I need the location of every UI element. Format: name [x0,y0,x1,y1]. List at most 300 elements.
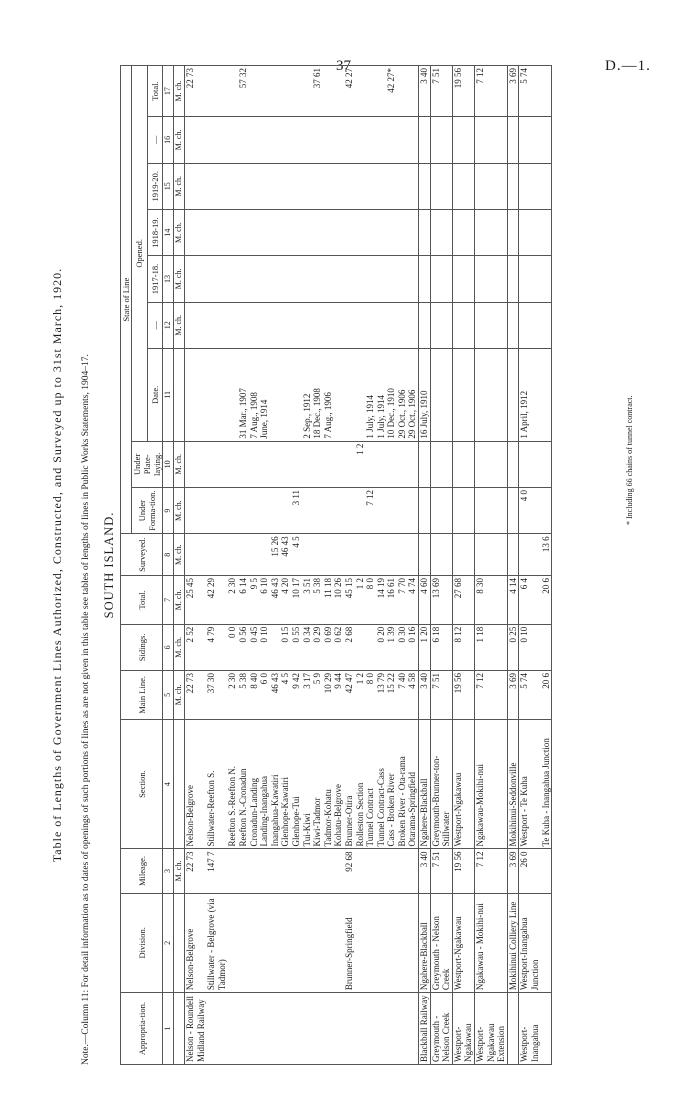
table-cell [344,488,355,534]
table-cell [323,66,334,117]
table-cell: 13 79 [376,671,387,720]
table-cell [249,534,260,576]
table-cell [302,441,313,487]
table-cell: 42 29 [206,576,227,625]
table-cell [376,441,387,487]
table-cell [507,117,519,163]
table-cell [452,163,474,209]
table-cell: 7 40 [397,671,408,720]
table-cell [507,163,519,209]
table-cell: 4 0 [519,488,541,534]
table-cell [430,302,452,348]
table-cell [419,256,431,302]
unit-row [174,66,185,1065]
table-cell: 5 74 [519,66,541,117]
table-cell [291,849,302,893]
table-cell [507,209,519,255]
table-cell [291,163,302,209]
table-cell [333,534,344,576]
table-cell [541,441,552,487]
column-number: 13 [163,256,174,302]
table-cell: 0 45 [249,624,260,670]
table-cell [249,488,260,534]
table-cell [302,849,313,893]
table-cell [227,163,238,209]
table-cell [227,534,238,576]
table-cell [333,893,344,993]
table-cell [280,117,291,163]
header-section: Section. [121,719,163,849]
unit-label: M. ch. [174,302,185,348]
table-cell [419,534,431,576]
table-cell: 8 12 [452,624,474,670]
table-cell [312,849,323,893]
table-cell [280,348,291,441]
table-cell [312,534,323,576]
table-cell [280,163,291,209]
table-cell [291,993,302,1065]
table-cell: 46 43 [270,671,281,720]
table-cell: 7 51 [430,849,452,893]
table-cell [507,441,519,487]
table-cell [291,302,302,348]
table-cell [386,849,397,893]
table-cell: Mokihinui-Seddonville [507,719,519,849]
unit-label: M. ch. [174,671,185,720]
table-cell [227,117,238,163]
table-cell: 22 73 [185,671,207,720]
table-cell [227,993,238,1065]
table-cell [302,993,313,1065]
table-cell [355,348,366,441]
table-cell: Kiwi-Tadmor [312,719,323,849]
table-cell [333,66,344,117]
table-cell [259,209,270,255]
table-cell [323,163,334,209]
table-cell: Nelson - Roundell Midland Railway [185,993,207,1065]
table-cell [185,534,207,576]
table-cell: 25 45 [185,576,207,625]
table-cell [259,441,270,487]
table-cell [259,893,270,993]
table-cell [386,209,397,255]
column-number: 6 [163,624,174,670]
table-cell: Rolleston Section [355,719,366,849]
table-cell [344,256,355,302]
table-cell [333,163,344,209]
table-cell: Westport-Ngakawau [452,893,474,993]
table-cell: Westport-Ngakawau [452,719,474,849]
table-cell [259,302,270,348]
table-cell [452,534,474,576]
table-cell: Nelson-Belgrove [185,719,207,849]
table-cell [376,117,387,163]
table-cell [365,849,376,893]
table-cell [302,163,313,209]
table-cell: Nelson-Belgrove [185,893,207,993]
table-cell [407,117,418,163]
table-cell [249,441,260,487]
table-cell [323,893,334,993]
column-number: 4 [163,719,174,849]
table-cell [238,117,249,163]
table-cell [227,441,238,487]
table-cell: 1 July, 1914 [365,348,376,441]
table-cell [302,117,313,163]
table-row [407,66,418,1065]
table-cell: 57 32 [238,66,249,117]
table-row [507,66,519,1065]
table-cell: 29 Oct., 1906 [407,348,418,441]
table-cell: Tui-Kiwi [302,719,313,849]
table-cell [238,302,249,348]
table-row [452,66,474,1065]
header-1917-18: 1917-18. [147,256,163,302]
table-cell [206,302,227,348]
table-cell: 1 2 [355,671,366,720]
table-cell [386,534,397,576]
table-cell [355,163,366,209]
table-cell: Glenhope-Tui [291,719,302,849]
unit-label: M. ch. [174,624,185,670]
table-cell [333,256,344,302]
header-opened-total: Total. [147,66,163,117]
table-cell: 42 27 [344,66,355,117]
table-cell [291,348,302,441]
table-cell [302,209,313,255]
table-cell: 15 22 [386,671,397,720]
table-cell [365,893,376,993]
table-cell: Mokihinui Colliery Line [507,893,519,993]
table-cell: 6 10 [259,576,270,625]
table-cell [519,117,541,163]
table-cell: 10 17 [291,576,302,625]
table-cell [541,163,552,209]
table-cell [355,256,366,302]
table-cell [249,849,260,893]
table-row [355,66,366,1065]
table-cell [386,893,397,993]
table-cell: Broken River - Ota-rama [397,719,408,849]
table-cell: 0 10 [259,624,270,670]
column-number: 3 [163,849,174,893]
table-row [376,66,387,1065]
table-cell: Otarama-Springfield [407,719,418,849]
table-cell [249,893,260,993]
table-cell: 13 69 [430,576,452,625]
table-cell: Kohatu-Belgrove [333,719,344,849]
table-cell: Reefton S.-Reefton N. [227,719,238,849]
column-number: 8 [163,534,174,576]
table-cell [270,849,281,893]
table-cell [259,534,270,576]
table-cell [302,893,313,993]
table-cell [291,117,302,163]
table-cell [541,256,552,302]
table-cell: Tadmor-Kohatu [323,719,334,849]
table-cell: 0 16 [407,624,418,670]
table-cell [419,117,431,163]
table-cell [302,302,313,348]
table-cell [407,993,418,1065]
column-number: 17 [163,66,174,117]
table-cell: 13 6 [541,534,552,576]
table-cell [227,256,238,302]
table-cell [238,441,249,487]
table-cell: 16 July, 1910 [419,348,431,441]
table-row [280,66,291,1065]
table-cell [312,209,323,255]
table-cell [323,993,334,1065]
table-cell [333,849,344,893]
table-cell [259,256,270,302]
table-cell: Tunnel Contract [365,719,376,849]
table-cell [419,302,431,348]
table-cell [344,302,355,348]
table-cell: 0 34 [302,624,313,670]
table-cell [365,624,376,670]
table-cell [452,488,474,534]
table-cell: 2 30 [227,576,238,625]
column-number: 11 [163,348,174,441]
table-cell [227,348,238,441]
column-number: 12 [163,302,174,348]
table-cell [452,441,474,487]
table-cell: 19 56 [452,66,474,117]
table-cell [407,66,418,117]
table-row [312,66,323,1065]
table-cell: 6 18 [430,624,452,670]
table-cell [185,441,207,487]
table-cell [407,302,418,348]
table-cell [365,256,376,302]
table-cell [507,488,519,534]
table-cell [185,117,207,163]
table-cell [452,209,474,255]
table-cell: 1 18 [475,624,508,670]
table-cell [519,534,541,576]
table-cell [270,302,281,348]
table-cell [323,209,334,255]
unit-label: M. ch. [174,163,185,209]
table-cell: 4 14 [507,576,519,625]
table-cell [344,534,355,576]
table-cell: 0 62 [333,624,344,670]
table-cell [259,993,270,1065]
table-cell [291,441,302,487]
table-cell: 37 30 [206,671,227,720]
table-cell: Westport - Te Kuha [519,719,541,849]
table-cell [519,302,541,348]
table-cell: 10 26 [333,576,344,625]
table-cell [270,348,281,441]
table-cell: Ngahere-Blackball [419,893,431,993]
table-cell [541,624,552,670]
table-cell: 15 26 [270,534,281,576]
table-cell [333,117,344,163]
table-cell: 3 51 [302,576,313,625]
table-cell: 0 0 [227,624,238,670]
table-row [227,66,238,1065]
table-cell [291,256,302,302]
table-cell: Greymouth-Brunner-ton-Stillwater [430,719,452,849]
table-cell [541,893,552,993]
table-row [249,66,260,1065]
table-cell: 18 Dec., 1908 [312,348,323,441]
table-cell [333,488,344,534]
table-cell: 26 0 [519,849,541,893]
table-cell [365,163,376,209]
table-cell [270,893,281,993]
table-cell [227,302,238,348]
column-number: 5 [163,671,174,720]
table-cell [541,993,552,1065]
unit-label: M. ch. [174,441,185,487]
table-cell: 16 61 [386,576,397,625]
unit-label: M. ch. [174,117,185,163]
table-cell: 0 25 [507,624,519,670]
table-cell: 4 79 [206,624,227,670]
table-cell: 9 42 [291,671,302,720]
table-cell [280,209,291,255]
table-cell [227,488,238,534]
table-cell: 4 60 [419,576,431,625]
table-cell [206,209,227,255]
table-cell [280,256,291,302]
table-cell: 6 4 [519,576,541,625]
table-cell: 42 47 [344,671,355,720]
table-cell: 0 29 [312,624,323,670]
table-cell [227,849,238,893]
table-cell [376,256,387,302]
table-cell [206,163,227,209]
unit-label: M. ch. [174,576,185,625]
table-cell [312,893,323,993]
table-cell: 7 12 [365,488,376,534]
table-cell [419,441,431,487]
table-cell: 8 40 [249,671,260,720]
unit-label: M. ch. [174,209,185,255]
table-cell [259,163,270,209]
table-cell [397,209,408,255]
table-cell [475,348,508,441]
table-cell [430,348,452,441]
table-cell [376,488,387,534]
table-subtitle: SOUTH ISLAND. [102,511,116,619]
table-cell: 45 15 [344,576,355,625]
table-cell [475,302,508,348]
table-cell [376,849,387,893]
table-header [121,66,185,1065]
table-row [397,66,408,1065]
table-cell [280,993,291,1065]
table-body [185,66,552,1065]
header-surveyed: Surveyed. [121,534,163,576]
table-cell [312,441,323,487]
header-state-of-line: State of Line [121,66,132,534]
table-cell [386,256,397,302]
table-cell [344,117,355,163]
table-cell: 3 17 [302,671,313,720]
table-cell [397,256,408,302]
table-cell: Ngakawau-Mokihi-nui [475,719,508,849]
table-cell [312,163,323,209]
table-cell [185,488,207,534]
table-cell [270,66,281,117]
table-cell: 4 5 [291,534,302,576]
table-cell [206,993,227,1065]
header-appropriation: Appropria-tion. [121,993,163,1065]
table-cell [407,488,418,534]
column-number: 14 [163,209,174,255]
table-cell [407,534,418,576]
header-under-formation: Under Forma-tion. [132,488,163,534]
table-row [386,66,397,1065]
table-cell [259,849,270,893]
table-cell [475,441,508,487]
table-cell: 27 68 [452,576,474,625]
table-row [238,66,249,1065]
table-cell: 9 44 [333,671,344,720]
table-cell [238,163,249,209]
table-cell: 22 73 [185,66,207,117]
table-cell [397,302,408,348]
header-1919-20: 1919-20. [147,163,163,209]
table-cell: Greymouth - Nelson Creek [430,993,452,1065]
table-cell [344,163,355,209]
table-row [302,66,313,1065]
table-cell [302,256,313,302]
table-cell: 4 74 [407,576,418,625]
table-cell: Brunner-Springfield [344,893,355,993]
table-cell [397,993,408,1065]
unit-label [174,893,185,993]
table-cell [323,441,334,487]
table-cell: 0 15 [280,624,291,670]
table-cell [475,163,508,209]
table-cell [541,209,552,255]
table-row [259,66,270,1065]
table-cell [323,849,334,893]
table-cell [270,256,281,302]
table-cell [407,441,418,487]
table-cell: 22 73 [185,849,207,893]
table-cell: 1 April, 1912 [519,348,541,441]
table-cell [280,302,291,348]
table-cell [280,849,291,893]
table-cell: Blackball Railway [419,993,431,1065]
table-cell [376,993,387,1065]
table-cell [355,117,366,163]
table-cell [541,66,552,117]
table-cell [249,302,260,348]
table-cell [419,209,431,255]
table-cell [419,488,431,534]
table-cell [407,893,418,993]
table-cell: 9 5 [249,576,260,625]
column-number: 9 [163,488,174,534]
table-cell [206,66,227,117]
table-cell [365,66,376,117]
table-cell: Ngakawau - Mokihi-nui [475,893,508,993]
table-row [519,66,541,1065]
table-cell: 46 43 [280,534,291,576]
table-cell [519,163,541,209]
table-cell [507,993,519,1065]
table-cell [397,534,408,576]
table-cell: 4 20 [280,576,291,625]
table-cell [270,624,281,670]
